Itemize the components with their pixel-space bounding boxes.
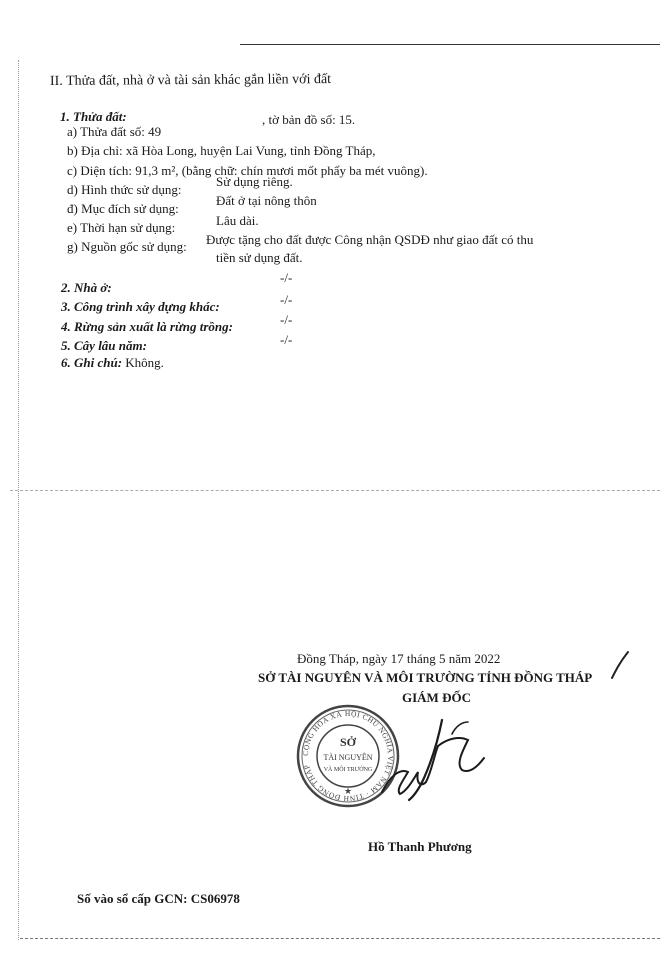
perennial-trees-value: -/-	[280, 332, 293, 347]
seal-center-line3: VÀ MÔI TRƯỜNG	[323, 767, 373, 773]
signer-title: GIÁM ĐỐC	[402, 690, 471, 705]
handwritten-signature	[372, 712, 492, 804]
use-term-value: Lâu dài.	[216, 213, 259, 228]
use-form-value: Sử dụng riêng.	[216, 174, 293, 189]
note-label: 6. Ghi chú:	[61, 355, 123, 370]
seal-ring-text: CỘNG HÒA XÃ HỘI CHỦ NGHĨA VIỆT NAM · TỈNH ĐỒNG THÁP	[300, 708, 396, 804]
use-purpose-value: Đất ở tại nông thôn	[216, 193, 317, 208]
use-origin-value-line2: tiền sử dụng đất.	[216, 250, 303, 265]
initial-mark	[608, 648, 632, 682]
use-origin-label: g) Nguồn gốc sử dụng:	[67, 239, 187, 254]
issuing-agency: SỞ TÀI NGUYÊN VÀ MÔI TRƯỜNG TỈNH ĐỒNG THÁP	[258, 670, 593, 685]
left-scan-edge	[18, 60, 19, 940]
scan-artifact-line	[10, 490, 660, 491]
use-term-label: e) Thời hạn sử dụng:	[67, 220, 176, 235]
note-value: Không.	[125, 355, 164, 370]
use-purpose-label: đ) Mục đích sử dụng:	[67, 201, 179, 216]
planted-forest-label: 4. Rừng sản xuất là rừng trồng:	[61, 319, 233, 334]
seal-center-line2: TÀI NGUYÊN	[323, 753, 373, 762]
bottom-scan-line	[20, 938, 660, 939]
house-label: 2. Nhà ở:	[61, 280, 112, 295]
land-heading: 1. Thửa đất:	[60, 109, 127, 124]
house-value: -/-	[280, 270, 293, 285]
map-sheet-number: , tờ bản đồ số: 15.	[262, 112, 356, 127]
other-construction-label: 3. Công trình xây dựng khác:	[61, 299, 220, 314]
section-title: II. Thửa đất, nhà ở và tài sản khác gắn liền với đất	[49, 72, 332, 89]
registry-number-row	[77, 892, 240, 905]
use-form-label: d) Hình thức sử dụng:	[67, 182, 182, 197]
perennial-trees-label: 5. Cây lâu năm:	[61, 338, 147, 353]
note-row	[61, 356, 164, 369]
parcel-address: b) Địa chỉ: xã Hòa Long, huyện Lai Vung, tỉnh Đồng Tháp,	[67, 143, 376, 158]
other-construction-value: -/-	[280, 292, 293, 307]
svg-text:★: ★	[343, 786, 353, 796]
planted-forest-value: -/-	[280, 312, 293, 327]
use-origin-value-line1: Được tặng cho đất được Công nhận QSDĐ như giao đất có thu	[206, 232, 534, 247]
seal-center-line1: SỞ	[339, 735, 357, 749]
top-rule	[240, 44, 660, 45]
signer-name: Hồ Thanh Phương	[368, 839, 472, 854]
parcel-area: c) Diện tích: 91,3 m², (bằng chữ: chín mươi mốt phẩy ba mét vuông).	[67, 163, 428, 178]
place-date: Đồng Tháp, ngày 17 tháng 5 năm 2022	[297, 651, 501, 666]
registry-label: Số vào sổ cấp GCN:	[77, 891, 188, 906]
parcel-number: a) Thửa đất số: 49	[67, 124, 162, 139]
registry-value: CS06978	[190, 891, 240, 906]
